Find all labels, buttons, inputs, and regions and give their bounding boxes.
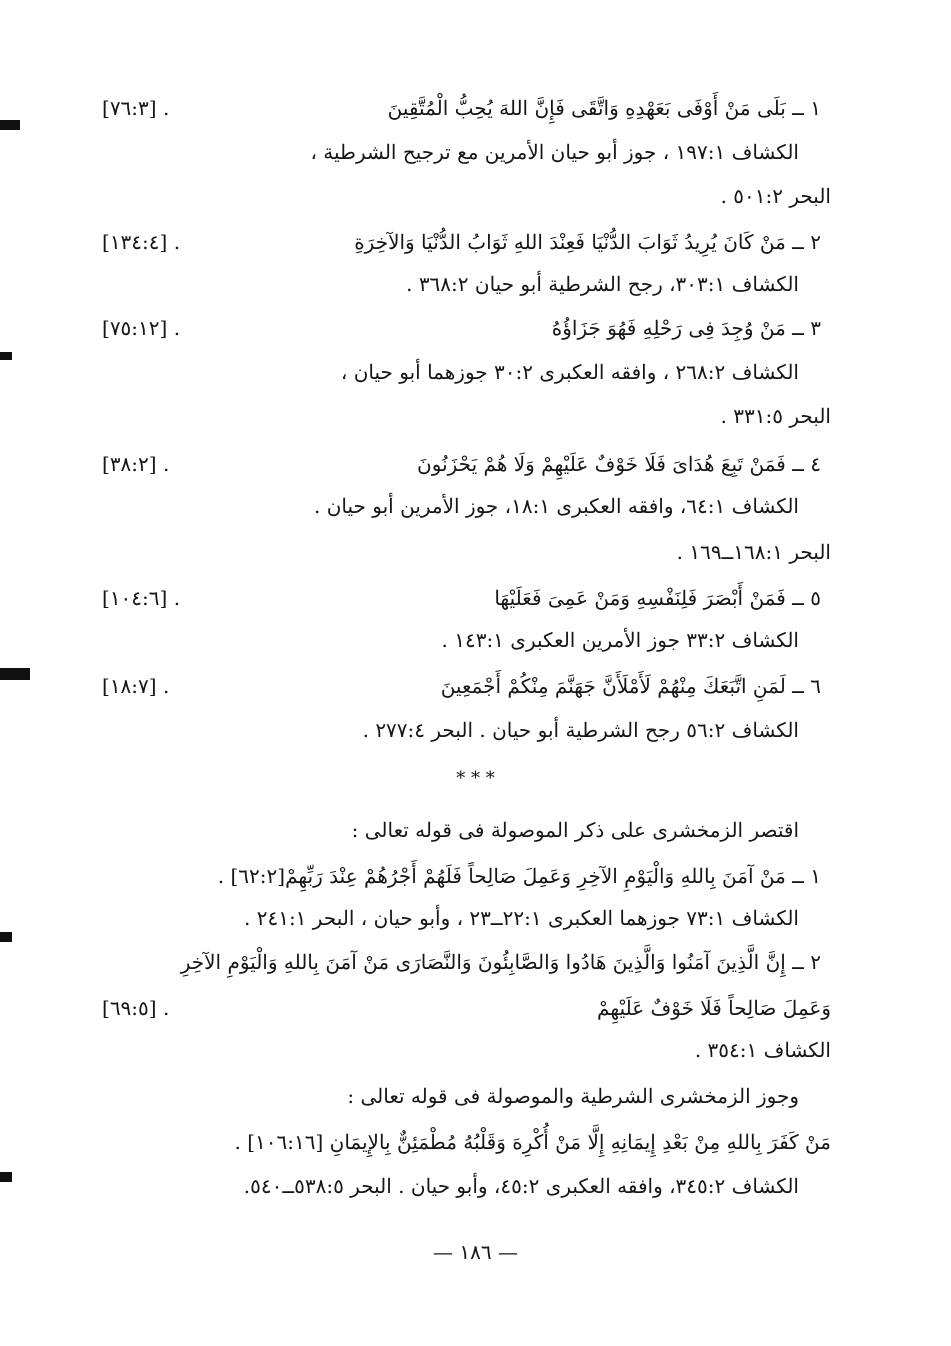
verse-3-ref: [٧٥:١٢] . xyxy=(102,316,181,340)
verse-5: ٥ ــ فَمَنْ أَبْصَرَ فَلِنَفْسِهِ وَمَنْ عَمِىَ فَعَلَيْهَا xyxy=(494,586,821,610)
note-6a: الكشاف ٥٦:٢ رجح الشرطية أبو حيان . البحر ٢٧٧:٤ . xyxy=(362,718,799,742)
section2-verse-1: ١ ــ مَنْ آمَنَ بِاللهِ وَالْيَوْمِ الآخِرِ وَعَمِلَ صَالِحاً فَلَهُمْ أَجْرُهُمْ عِنْدَ رَبِّهِمْ[٦٢:٢] . xyxy=(217,864,821,888)
note-4b: البحر ١٦٨:١ــ١٦٩ . xyxy=(676,540,831,564)
section2-verse-2-ref: [٦٩:٥] . xyxy=(102,996,170,1020)
page-number: — ١٨٦ — xyxy=(433,1240,518,1264)
verse-2: ٢ ــ مَنْ كَانَ يُرِيدُ ثَوَابَ الدُّنْيَا فَعِنْدَ اللهِ ثَوَابُ الدُّنْيَا وَالآخِرَةِ xyxy=(354,230,821,254)
verse-4: ٤ ــ فَمَنْ تَبِعَ هُدَاىَ فَلَا خَوْفٌ عَلَيْهِمْ وَلَا هُمْ يَحْزَنُونَ xyxy=(417,452,821,476)
verse-3: ٣ ــ مَنْ وُجِدَ فِى رَحْلِهِ فَهُوَ جَزَاؤُهُ xyxy=(551,316,821,340)
section3-note: الكشاف ٣٤٥:٢، وافقه العكبرى ٤٥:٢، وأبو حيان . البحر ٥٣٨:٥ــ٥٤٠. xyxy=(243,1174,799,1198)
margin-mark xyxy=(0,668,30,680)
section2-verse-2-line1: ٢ ــ إِنَّ الَّذِينَ آمَنُوا وَالَّذِينَ هَادُوا وَالصَّابِئُونَ وَالنَّصَارَى مَنْ آمَنَ بِاللهِ وَالْيَوْمِ الآخِرِ xyxy=(180,950,821,974)
verse-1-ref: [٧٦:٣] . xyxy=(102,96,170,120)
note-3b: البحر ٣٣١:٥ . xyxy=(720,404,831,428)
margin-mark xyxy=(0,120,20,130)
verse-6: ٦ ــ لَمَنِ اتَّبَعَكَ مِنْهُمْ لَأَمْلَأَنَّ جَهَنَّمَ مِنْكُمْ أَجْمَعِينَ xyxy=(440,674,821,698)
note-1a: الكشاف ١٩٧:١ ، جوز أبو حيان الأمرين مع ترجيح الشرطية ، xyxy=(310,140,799,164)
verse-1: ١ ــ بَلَى مَنْ أَوْفَى بَعَهْدِهِ وَاتَّقَى فَإِنَّ اللهَ يُحِبُّ الْمُتَّقِينَ xyxy=(387,96,821,120)
verse-4-ref: [٣٨:٢] . xyxy=(102,452,170,476)
section2-verse-2-line2: وَعَمِلَ صَالِحاً فَلَا خَوْفٌ عَلَيْهِمْ xyxy=(597,996,831,1020)
section2-verse-1-note: الكشاف ٧٣:١ جوزهما العكبرى ٢٢:١ــ٢٣ ، وأبو حيان ، البحر ٢٤١:١ . xyxy=(244,906,799,930)
note-5a: الكشاف ٣٣:٢ جوز الأمرين العكبرى ١٤٣:١ . xyxy=(441,628,799,652)
separator: * * * xyxy=(456,768,495,789)
note-1b: البحر ٥٠١:٢ . xyxy=(720,184,831,208)
margin-mark xyxy=(0,352,12,360)
margin-mark xyxy=(0,1172,12,1182)
section3-intro: وجوز الزمخشرى الشرطية والموصولة فى قوله تعالى : xyxy=(347,1084,799,1108)
verse-2-ref: [١٣٤:٤] . xyxy=(102,230,181,254)
section2-verse-2-note: الكشاف ٣٥٤:١ . xyxy=(694,1038,831,1062)
verse-6-ref: [١٨:٧] . xyxy=(102,674,170,698)
section3-verse: مَنْ كَفَرَ بِاللهِ مِنْ بَعْدِ إِيمَانِهِ إِلَّا مَنْ أُكْرِهَ وَقَلْبُهُ مُطْمَئِنٌّ بِالإِيمَانِ [١٠٦:١٦] . xyxy=(234,1130,831,1154)
margin-mark xyxy=(0,932,12,942)
verse-5-ref: [١٠٤:٦] . xyxy=(102,586,181,610)
note-3a: الكشاف ٢٦٨:٢ ، وافقه العكبرى ٣٠:٢ جوزهما أبو حيان ، xyxy=(340,360,799,384)
note-2a: الكشاف ٣٠٣:١، رجح الشرطية أبو حيان ٣٦٨:٢ . xyxy=(406,272,799,296)
note-4a: الكشاف ٦٤:١، وافقه العكبرى ١٨:١، جوز الأمرين أبو حيان . xyxy=(314,494,799,518)
section2-intro: اقتصر الزمخشرى على ذكر الموصولة فى قوله تعالى : xyxy=(351,818,799,842)
